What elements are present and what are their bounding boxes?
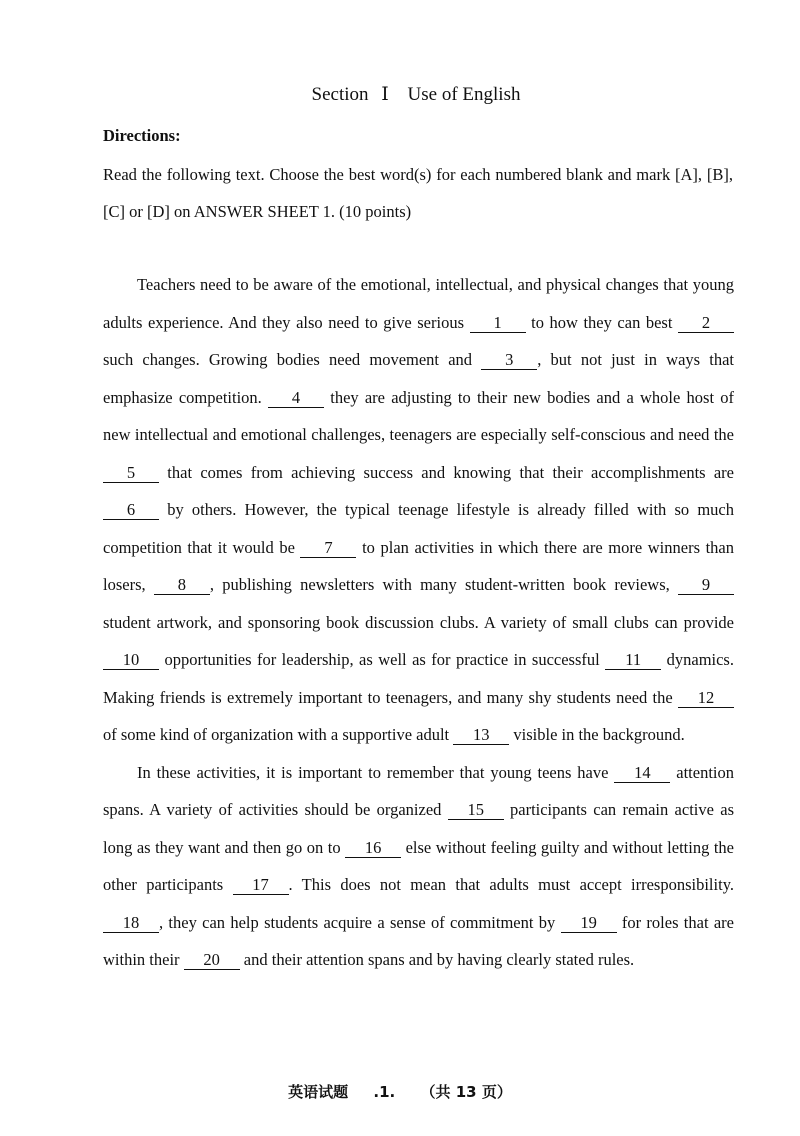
blank-13: 13 [453,726,509,745]
blank-5: 5 [103,464,159,483]
blank-20: 20 [184,951,240,970]
blank-6: 6 [103,501,159,520]
blank-11: 11 [605,651,661,670]
directions-heading: Directions: [103,126,181,145]
passage-text: by others. However, the typical teenage lifestyle is already filled with so much competition that it would be [103,500,734,557]
passage-text: visible in the background. [509,725,685,744]
blank-1: 1 [470,314,526,333]
passage-text: dynamics. Making friends is extremely important to teenagers, and many shy students need the [103,650,734,707]
passage-text: , but not just in ways that emphasize competition. [103,350,734,407]
blank-19: 19 [561,914,617,933]
passage-text: student artwork, and sponsoring book discussion clubs. A variety of small clubs can provide [103,612,734,632]
blank-7: 7 [300,539,356,558]
blank-14: 14 [614,764,670,783]
paragraph-1 [103,266,734,754]
passage-text: that comes from achieving success and knowing that their accomplishments are [159,462,734,482]
section-label: Section [311,84,369,105]
blank-3: 3 [481,351,537,370]
passage-text: In these activities, it is important to remember that young teens have [137,762,615,782]
section-title [0,83,800,106]
blank-12: 12 [678,689,734,708]
blank-16: 16 [345,839,401,858]
cloze-passage [103,266,734,979]
passage-text: opportunities for leadership, as well as for practice in successful [159,650,606,669]
section-number: Ⅰ [381,84,389,105]
blank-4: 4 [268,389,324,408]
section-name: Use of English [407,84,521,105]
blank-9: 9 [678,576,734,595]
passage-text: Teachers need to be aware of the emotional, intellectual, and physical changes that young adults experience. And they also need to give serious [103,275,734,332]
passage-text: they are adjusting to their new bodies and a whole host of new intellectual and emotional challenges, teenagers are especially self-conscious and need the [103,387,735,444]
passage-text: else without feeling guilty and without letting the other participants [103,837,734,894]
passage-text: for roles that are within their [103,912,734,969]
blank-18: 18 [103,914,159,933]
passage-text: to how they can best [525,312,678,332]
passage-text: to plan activities in which there are more winners than losers, [103,537,734,594]
passage-text: of some kind of organization with a supportive adult [103,725,454,744]
directions-text: Read the following text. Choose the best word(s) for each numbered blank and mark [A], [B], [C] or [D] on ANSWER SHEET 1. (10 points) [103,165,733,221]
footer-total-pages: （共 13 页） [420,1083,512,1101]
blank-8: 8 [154,576,210,595]
passage-text: . This does not mean that adults must accept irresponsibility. [288,875,734,894]
paragraph-2 [103,754,734,979]
passage-text: , publishing newsletters with many student-written book reviews, [209,575,678,594]
page-footer [0,1081,800,1102]
passage-text: , they can help students acquire a sense of commitment by [159,912,561,932]
passage-text: attention spans. A variety of activities should be organized [103,762,735,819]
footer-subject: 英语试题 [288,1083,349,1101]
blank-2: 2 [678,314,734,333]
footer-page-number: .1. [373,1083,396,1101]
blank-17: 17 [233,876,289,895]
passage-text: and their attention spans and by having clearly stated rules. [239,950,635,969]
passage-text: such changes. Growing bodies need movement and [103,350,482,369]
passage-text: participants can remain active as long as they want and then go on to [103,800,734,857]
blank-10: 10 [103,651,159,670]
blank-15: 15 [448,801,504,820]
